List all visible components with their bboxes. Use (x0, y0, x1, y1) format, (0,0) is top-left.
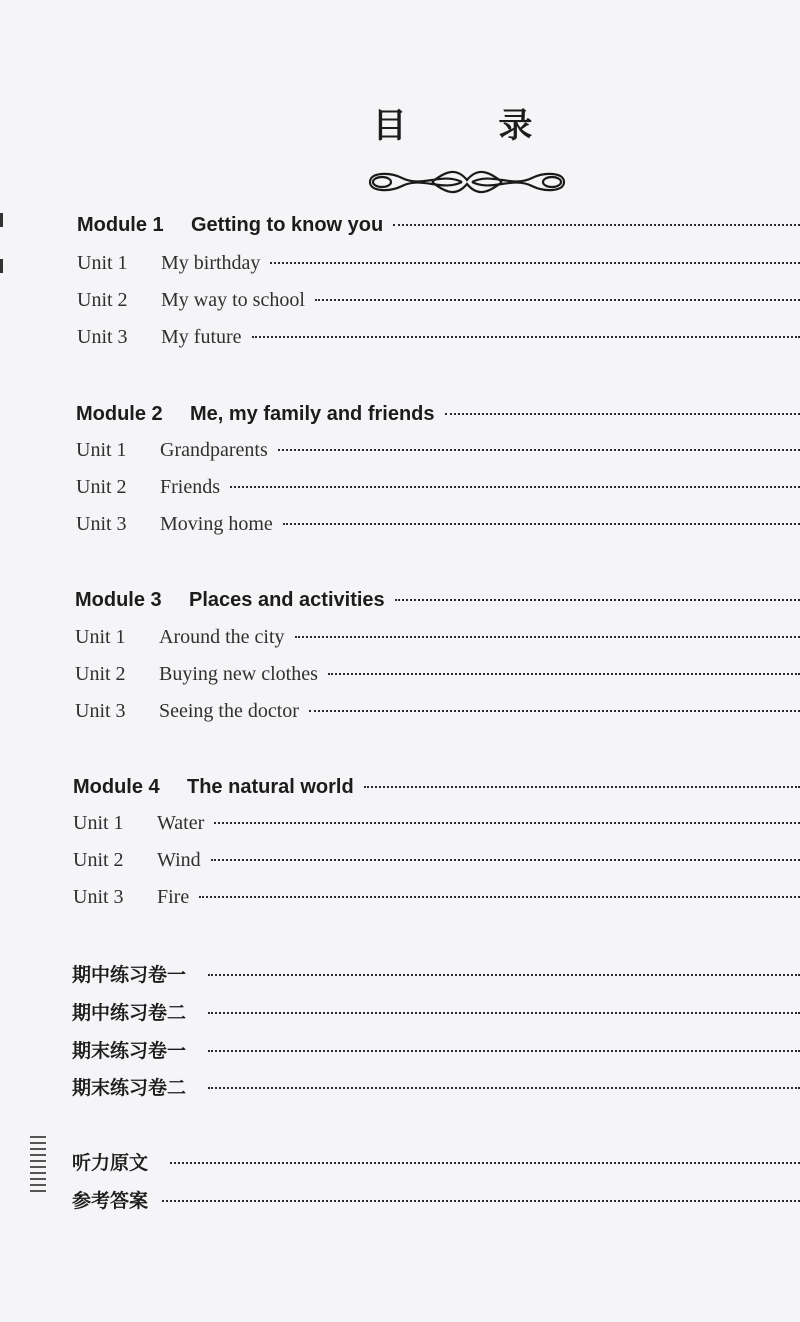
module-number: Module 1 (77, 214, 164, 236)
exam-title: 期末练习卷一 (72, 1040, 187, 1062)
appendix-title: 听力原文 (72, 1152, 149, 1174)
unit-number: Unit 1 (77, 252, 128, 274)
leader-dots (270, 261, 800, 264)
exam-entry[interactable] (0, 960, 800, 990)
exam-title: 期中练习卷一 (72, 964, 187, 986)
leader-dots (199, 895, 800, 898)
unit-number: Unit 2 (73, 849, 124, 871)
exam-title: 期中练习卷二 (72, 1002, 187, 1024)
unit-entry[interactable] (0, 886, 800, 916)
leader-dots (208, 1049, 800, 1052)
module-title: The natural world (187, 776, 354, 798)
unit-number: Unit 2 (76, 476, 127, 498)
module-number: Module 4 (73, 776, 160, 798)
leader-dots (295, 635, 800, 638)
leader-dots (445, 412, 800, 415)
unit-entry[interactable] (0, 700, 800, 730)
leader-dots (328, 672, 800, 675)
leader-dots (309, 709, 800, 712)
unit-number: Unit 3 (77, 326, 128, 348)
unit-entry[interactable] (0, 439, 800, 469)
module-2-entry[interactable] (0, 403, 800, 433)
appendix-entry[interactable] (0, 1148, 800, 1178)
appendix-entry[interactable] (0, 1186, 800, 1216)
unit-title: My birthday (161, 252, 261, 274)
unit-number: Unit 2 (77, 289, 128, 311)
unit-title: Moving home (160, 513, 273, 535)
unit-entry[interactable] (0, 289, 800, 319)
leader-dots (162, 1199, 800, 1202)
leader-dots (230, 485, 800, 488)
exam-entry[interactable] (0, 1073, 800, 1103)
unit-number: Unit 3 (76, 513, 127, 535)
unit-title: Fire (157, 886, 190, 908)
leader-dots (211, 858, 800, 861)
exam-entry[interactable] (0, 1036, 800, 1066)
leader-dots (364, 785, 800, 788)
module-3-entry[interactable] (0, 589, 800, 619)
unit-entry[interactable] (0, 476, 800, 506)
unit-entry[interactable] (0, 326, 800, 356)
module-title: Getting to know you (191, 214, 384, 236)
leader-dots (283, 522, 800, 525)
unit-number: Unit 2 (75, 663, 126, 685)
module-number: Module 3 (75, 589, 162, 611)
unit-number: Unit 1 (73, 812, 124, 834)
module-title: Me, my family and friends (190, 403, 435, 425)
unit-entry[interactable] (0, 513, 800, 543)
leader-dots (393, 223, 800, 226)
unit-title: My way to school (161, 289, 305, 311)
leader-dots (208, 1086, 800, 1089)
module-1-entry[interactable] (0, 214, 800, 244)
exam-title: 期末练习卷二 (72, 1077, 187, 1099)
unit-title: Grandparents (160, 439, 268, 461)
leader-dots (315, 298, 800, 301)
unit-entry[interactable] (0, 812, 800, 842)
leader-dots (278, 448, 800, 451)
exam-entry[interactable] (0, 998, 800, 1028)
module-4-entry[interactable] (0, 776, 800, 806)
leader-dots (395, 598, 800, 601)
unit-number: Unit 1 (76, 439, 127, 461)
unit-number: Unit 3 (75, 700, 126, 722)
unit-title: Friends (160, 476, 220, 498)
unit-entry[interactable] (0, 626, 800, 656)
unit-number: Unit 1 (75, 626, 126, 648)
unit-entry[interactable] (0, 663, 800, 693)
module-title: Places and activities (189, 589, 385, 611)
unit-title: Water (157, 812, 205, 834)
page-title: 目 录 (372, 106, 573, 146)
unit-title: Wind (157, 849, 201, 871)
unit-title: Seeing the doctor (159, 700, 299, 722)
leader-dots (170, 1161, 800, 1164)
appendix-title: 参考答案 (72, 1190, 149, 1212)
leader-dots (214, 821, 800, 824)
leader-dots (208, 1011, 800, 1014)
page-edge-marks (30, 1136, 46, 1196)
unit-entry[interactable] (0, 252, 800, 282)
module-number: Module 2 (76, 403, 163, 425)
unit-title: Around the city (159, 626, 285, 648)
leader-dots (252, 335, 800, 338)
leader-dots (208, 973, 800, 976)
unit-title: My future (161, 326, 242, 348)
ornament-divider (362, 162, 572, 202)
unit-entry[interactable] (0, 849, 800, 879)
unit-number: Unit 3 (73, 886, 124, 908)
unit-title: Buying new clothes (159, 663, 318, 685)
